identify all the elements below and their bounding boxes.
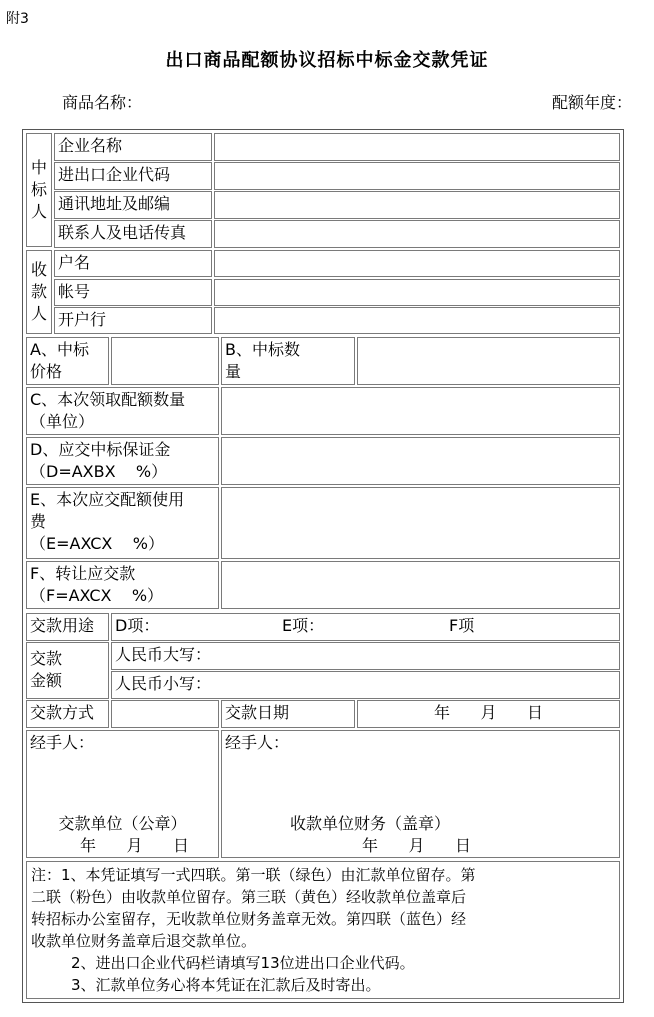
amount-uppercase-field[interactable]: 人民币大写：	[111, 642, 620, 670]
purpose-item-d: D项：	[115, 616, 160, 635]
winner-company-name-label: 企业名称	[54, 133, 212, 161]
bid-price-label-line: A、中标	[30, 340, 89, 359]
bid-quantity-label	[221, 337, 355, 385]
transfer-payment-label-line: F、转让应交款	[30, 564, 136, 583]
payment-amount-label-line: 交款	[30, 649, 63, 668]
transfer-payment-label	[26, 561, 219, 609]
quota-year-label: 配额年度：	[551, 93, 632, 112]
winner-side-char: 中	[30, 158, 47, 177]
transfer-payment-formula: （F=AXCX %）	[30, 586, 164, 605]
product-name-label: 商品名称：	[62, 93, 143, 112]
transfer-payment-field[interactable]	[221, 561, 620, 609]
quota-quantity-label-line: （单位）	[30, 412, 95, 431]
quota-fee-label-line: E、本次应交配额使用	[30, 490, 185, 509]
winner-side-label	[26, 133, 52, 247]
attachment-number: 附3	[6, 11, 29, 27]
bid-price-label-line: 价格	[30, 362, 63, 381]
payer-sign-date: 年 月 日	[79, 836, 190, 855]
bid-deposit-field[interactable]	[221, 437, 620, 485]
bid-deposit-label-line: D、应交中标保证金	[30, 440, 171, 459]
winner-contact-label: 联系人及电话传真	[54, 220, 212, 248]
payment-method-label: 交款方式	[26, 700, 109, 728]
quota-quantity-field[interactable]	[221, 387, 620, 435]
payee-bank-label: 开户行	[54, 307, 212, 334]
note-line: 二联（粉色）由收款单位留存。第三联（黄色）经收款单位盖章后	[31, 888, 467, 906]
quota-fee-field[interactable]	[221, 487, 620, 559]
payee-side-label	[26, 250, 52, 334]
payee-account-name-label: 户名	[54, 250, 212, 277]
payee-account-number-field[interactable]	[214, 279, 620, 306]
payee-signature-box[interactable]	[221, 730, 620, 858]
note-line: 2、进出口企业代码栏请填写13位进出口企业代码。	[71, 954, 415, 972]
quota-quantity-label	[26, 387, 219, 435]
bid-quantity-label-line: 量	[225, 362, 242, 381]
payee-sign-date: 年 月 日	[362, 836, 472, 855]
note-line: 收款单位财务盖章后退交款单位。	[31, 932, 257, 950]
payment-purpose-label: 交款用途	[26, 613, 109, 641]
payer-unit-seal-label: 交款单位（公章）	[58, 814, 187, 833]
payment-amount-label-line: 金额	[30, 671, 63, 690]
winner-side-char: 人	[30, 202, 47, 221]
quota-quantity-label-line: C、本次领取配额数量	[30, 390, 186, 409]
payee-account-number-label: 帐号	[54, 279, 212, 306]
notes-section	[26, 861, 620, 999]
document-title: 出口商品配额协议招标中标金交款凭证	[165, 50, 489, 71]
quota-fee-label	[26, 487, 219, 559]
bid-deposit-formula: （D=AXBX %）	[30, 462, 168, 481]
bid-price-label	[26, 337, 109, 385]
payee-side-char: 款	[30, 282, 47, 301]
payment-amount-label	[26, 642, 109, 699]
purpose-item-e: E项：	[282, 616, 325, 635]
winner-company-name-field[interactable]	[214, 133, 620, 161]
quota-fee-label-line: 费	[30, 512, 47, 531]
bid-deposit-label	[26, 437, 219, 485]
quota-fee-formula: （E=AXCX %）	[30, 534, 164, 553]
payment-method-field[interactable]	[111, 700, 219, 728]
payee-side-char: 人	[30, 304, 47, 323]
winner-address-label: 通讯地址及邮编	[54, 191, 212, 219]
payee-handler-label: 经手人：	[225, 733, 290, 752]
bid-price-field[interactable]	[111, 337, 219, 385]
payee-bank-field[interactable]	[214, 307, 620, 334]
payment-date-label: 交款日期	[221, 700, 355, 728]
winner-enterprise-code-field[interactable]	[214, 162, 620, 190]
payment-date-field[interactable]: 年 月 日	[357, 700, 620, 728]
payee-account-name-field[interactable]	[214, 250, 620, 277]
winner-address-field[interactable]	[214, 191, 620, 219]
winner-side-char: 标	[30, 180, 47, 199]
amount-lowercase-field[interactable]: 人民币小写：	[111, 671, 620, 699]
bid-quantity-field[interactable]	[357, 337, 620, 385]
note-line: 3、汇款单位务心将本凭证在汇款后及时寄出。	[71, 976, 381, 994]
payment-purpose-field[interactable]	[111, 613, 620, 641]
note-line: 注：1、本凭证填写一式四联。第一联（绿色）由汇款单位留存。第	[31, 866, 476, 884]
winner-enterprise-code-label: 进出口企业代码	[54, 162, 212, 190]
payee-side-char: 收	[30, 260, 47, 279]
bid-quantity-label-line: B、中标数	[225, 340, 300, 359]
note-line: 转招标办公室留存，无收款单位财务盖章无效。第四联（蓝色）经	[31, 910, 467, 928]
payee-finance-seal-label: 收款单位财务（盖章）	[290, 814, 451, 833]
payer-handler-label: 经手人：	[30, 733, 95, 752]
winner-contact-field[interactable]	[214, 220, 620, 248]
purpose-item-f: F项	[449, 616, 475, 635]
payer-signature-box[interactable]	[26, 730, 219, 858]
